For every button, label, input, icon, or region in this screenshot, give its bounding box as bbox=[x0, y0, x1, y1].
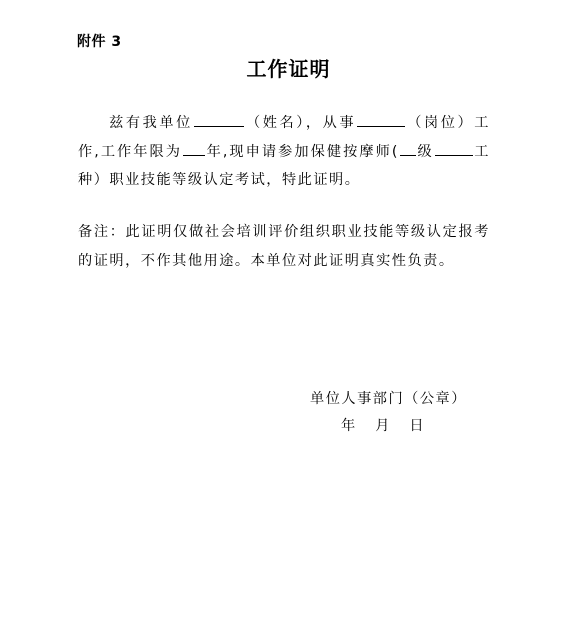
name-blank bbox=[194, 111, 244, 127]
years-blank bbox=[183, 140, 205, 156]
attachment-label: 附件 3 bbox=[77, 34, 122, 50]
certification-paragraph bbox=[78, 109, 490, 195]
date-line bbox=[341, 415, 424, 435]
para1-text-3: （岗位）工作,工作年限为 bbox=[78, 115, 490, 160]
remark-paragraph: 备注：此证明仅做社会培训评价组织职业技能等级认定报考的证明，不作其他用途。本单位对此证明真实性负责。 bbox=[78, 224, 490, 269]
month-label: 月 bbox=[375, 418, 390, 434]
year-label: 年 bbox=[341, 418, 356, 434]
position-blank bbox=[357, 111, 405, 127]
document-title: 工作证明 bbox=[246, 57, 331, 81]
para1-text-6: 工种）职业技能等级认定考试，特此证明。 bbox=[78, 143, 490, 188]
level-blank bbox=[400, 140, 416, 156]
job-type-blank bbox=[435, 140, 473, 156]
para1-text-1: 兹有我单位 bbox=[108, 115, 193, 131]
para1-text-2: （姓名），从事 bbox=[244, 115, 357, 131]
department-seal-label: 单位人事部门（公章） bbox=[310, 391, 467, 407]
day-label: 日 bbox=[409, 418, 424, 434]
para1-text-4: 年,现申请参加保健按摩师( bbox=[206, 143, 399, 160]
para1-text-5: 级 bbox=[416, 143, 434, 160]
